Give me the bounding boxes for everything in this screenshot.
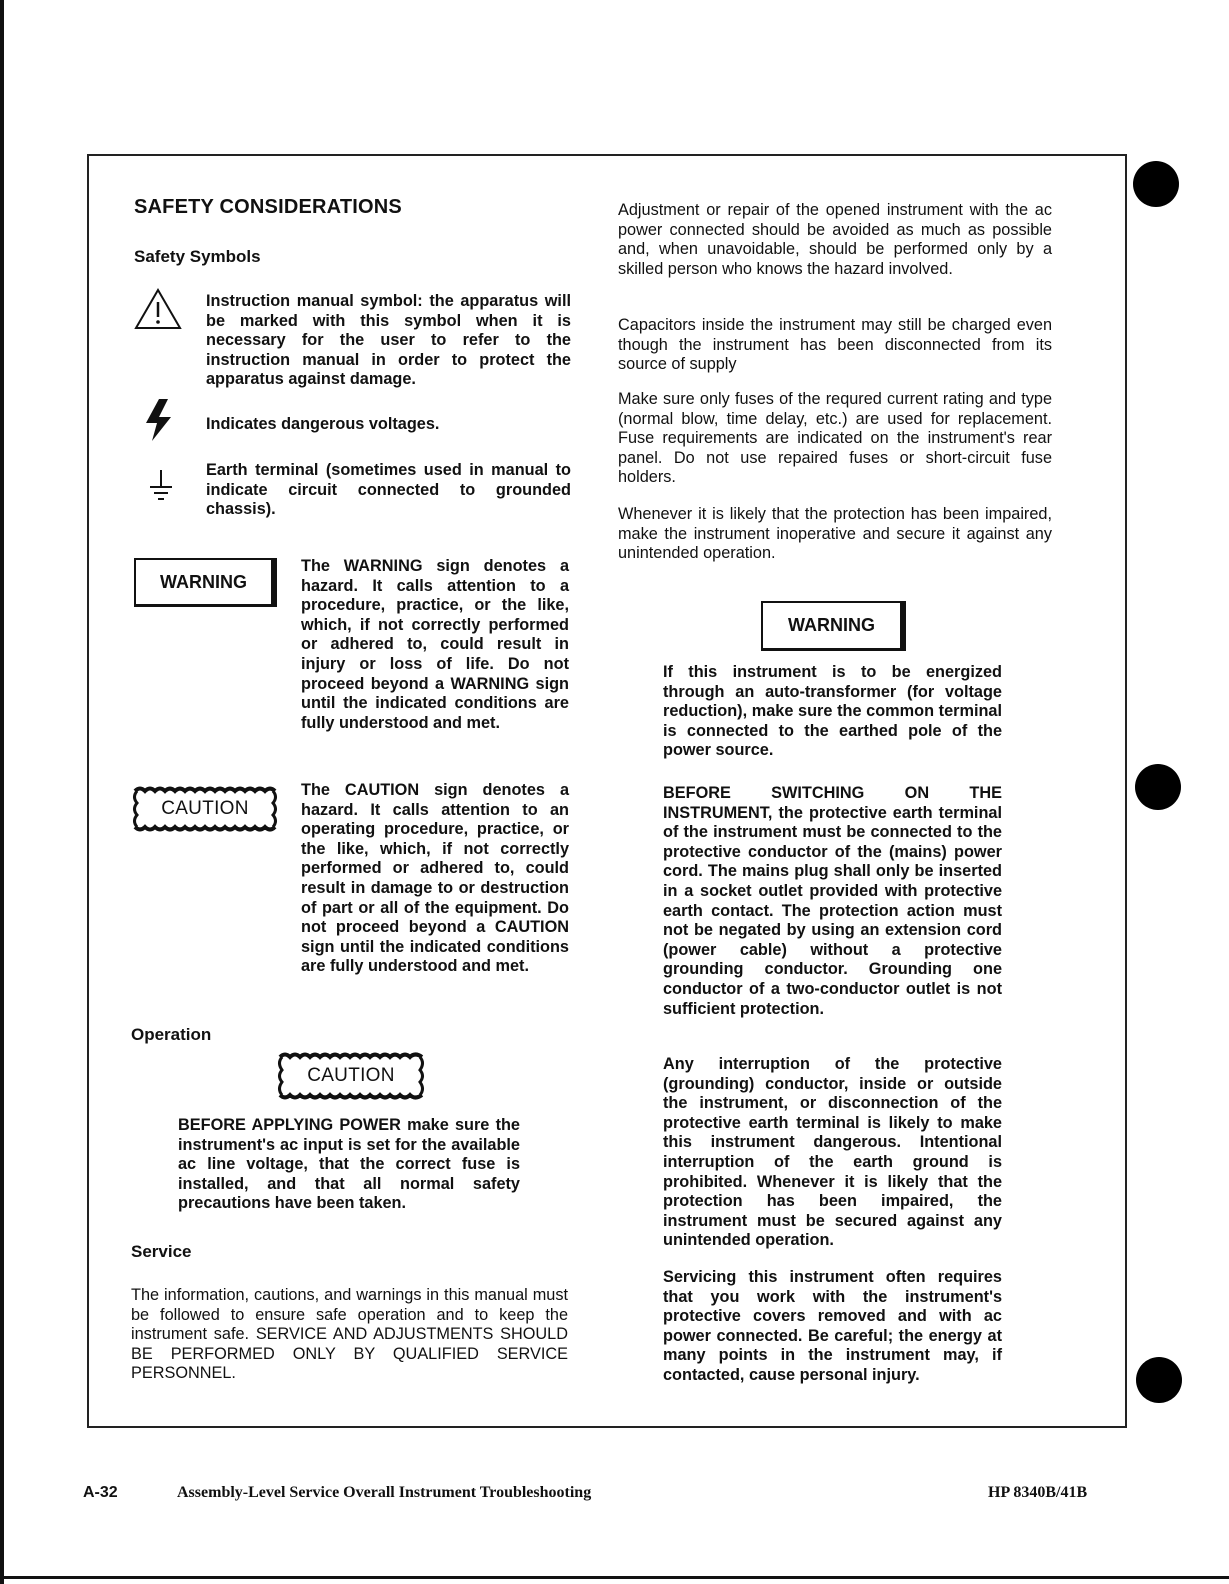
footer-page-number: A-32 (83, 1484, 118, 1501)
right-warning-sign: WARNING (761, 601, 906, 651)
caution-triangle-icon (134, 288, 182, 335)
right-paragraph-protection: Whenever it is likely that the protection has been impaired, make the instrument inoperative and secure it against any unintended operation. (618, 505, 1052, 562)
right-paragraph-fuses: Make sure only fuses of the requred current rating and type (normal blow, time delay, etc.) are used for replacement. Fuse requirements are indicated on the instrument's rear panel. Do not use repaired fuses or short-circuit fuse holders. (618, 390, 1052, 486)
warning-paragraph-autotransformer: If this instrument is to be energized through an auto-transformer (for voltage reduction), make sure the common terminal is connected to the earthed pole of the power source. (663, 663, 1002, 760)
warning-description: The WARNING sign denotes a hazard. It calls attention to a procedure, practice, or the like, which, if not correctly performed or adhered to, could result in injury or loss of life. Do not proceed beyond a WARNING sign until the indicated conditions are fully understood and met. (301, 557, 569, 732)
caution-sign-label: CAUTION (161, 798, 249, 819)
warning-paragraph-switching-on: BEFORE SWITCHING ON THE INSTRUMENT, the protective earth terminal of the instrument must be connected to the protective conductor of the (mains) power cord. The mains plug shall only be inserted in a socket outlet provided with protective earth contact. The protection action must not be negated by using an extension cord (power cable) without a protective grounding conductor. Grounding one conductor of a two-conductor outlet is not sufficient protection. (663, 784, 1002, 1018)
footer-section-title: Assembly-Level Service Overall Instrument Troubleshooting (177, 1484, 592, 1501)
warning-sign: WARNING (134, 558, 277, 607)
safety-symbols-heading: Safety Symbols (134, 247, 261, 266)
symbol-description-voltage: Indicates dangerous voltages. (206, 415, 440, 433)
footer-model: HP 8340B/41B (988, 1484, 1088, 1501)
service-text: The information, cautions, and warnings in this manual must be followed to ensure safe operation and to keep the instrument safe. SERVICE AND ADJUSTMENTS SHOULD BE PERFORMED ONLY BY QUALIFIED SERVICE PERSONNEL. (131, 1286, 568, 1382)
caution-sign (131, 785, 279, 833)
lightning-bolt-icon (144, 398, 178, 447)
page-bottom-edge (0, 1576, 1229, 1579)
warning-paragraph-servicing: Servicing this instrument often requires that you work with the instrument's protective covers removed and with ac power connected. Be careful; the energy at many points in the instrument may, if contacted, cause personal injury. (663, 1268, 1002, 1384)
symbol-description-earth: Earth terminal (sometimes used in manual to indicate circuit connected to grounded chassis). (206, 461, 571, 519)
binder-hole-top (1133, 161, 1179, 207)
page-title: SAFETY CONSIDERATIONS (134, 196, 402, 218)
earth-ground-icon (148, 468, 174, 507)
warning-paragraph-interruption: Any interruption of the protective (grounding) conductor, inside or outside the instrument, or disconnection of the protective earth terminal is likely to make this instrument dangerous. Intentional interruption of the earth ground is prohibited. Whenever it is likely that the protection has been impaired, the instrument must be secured against any unintended operation. (663, 1055, 1002, 1250)
operation-text: BEFORE APPLYING POWER make sure the instrument's ac input is set for the available ac line voltage, that the correct fuse is installed, and that all normal safety precautions have been taken. (178, 1116, 520, 1213)
page-left-edge (0, 0, 4, 1584)
operation-caution-label: CAUTION (307, 1065, 395, 1086)
binder-hole-bottom (1136, 1357, 1182, 1403)
caution-description: The CAUTION sign denotes a hazard. It calls attention to an operating procedure, practice, or the like, which, if not correctly performed or adhered to, could result in damage to or destruction of part or all of the equipment. Do not proceed beyond a CAUTION sign until the indicated conditions are fully understood and met. (301, 781, 569, 976)
symbol-description-manual: Instruction manual symbol: the apparatus will be marked with this symbol when it is necessary for the user to refer to the instruction manual in order to protect the apparatus against damage. (206, 292, 571, 389)
right-paragraph-capacitors: Capacitors inside the instrument may still be charged even though the instrument has been disconnected from its source of supply (618, 316, 1052, 373)
right-paragraph-adjustment: Adjustment or repair of the opened instrument with the ac power connected should be avoided as much as possible and, when unavoidable, should be performed only by a skilled person who knows the hazard involved. (618, 201, 1052, 278)
operation-heading: Operation (131, 1025, 212, 1044)
operation-caution-sign (276, 1051, 426, 1101)
binder-hole-middle (1135, 764, 1181, 810)
service-heading: Service (131, 1242, 192, 1261)
